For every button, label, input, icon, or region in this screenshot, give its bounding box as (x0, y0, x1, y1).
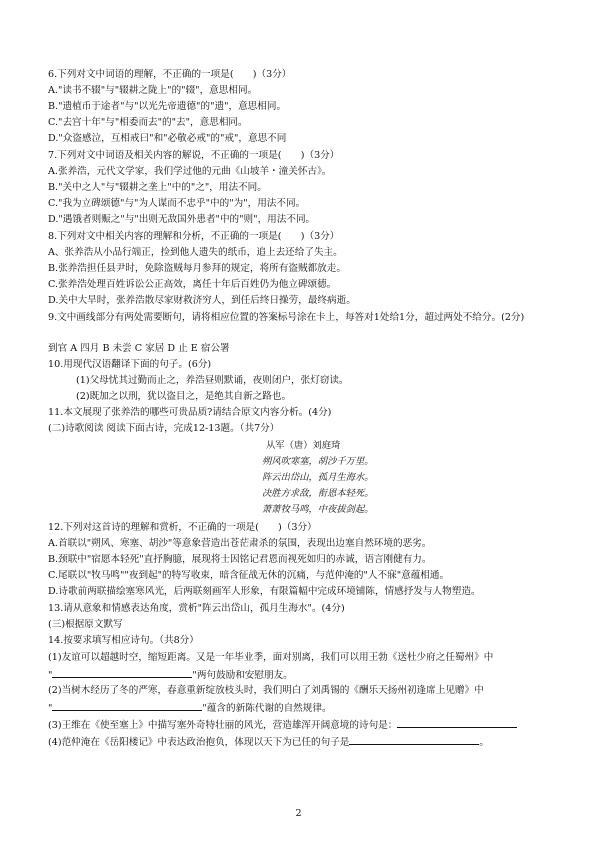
q14-1-prompt: (1)友谊可以超越时空，缩短距离。又是一年毕业季，面对别离，我们可以用王勃《送杜少府之任蜀州》中 (48, 652, 494, 663)
section-poetry-heading: (二)诗歌阅读 阅读下面古诗，完成12-13题。（共7分） (48, 423, 280, 434)
q10-sentence-2: (2)既加之以刑，犹以盗目之，是绝其自新之路也。 (76, 391, 292, 402)
poem-line-2: 阵云出岱山，孤月生海水。 (262, 472, 374, 483)
q14-3-prompt: (3)王维在《使至塞上》中描写塞外奇特壮丽的风光，营造雄浑开阔意境的诗句是： (48, 718, 517, 732)
q12-option-d: D.诗歌前两联描绘塞寒风光，后两联刻画军人形象，有限篇幅中完成环境铺陈，情感抒发与人物塑造。 (48, 586, 481, 597)
q9-stem: 9.文中画线部分有两处需要断句，请将相应位置的答案标号涂在卡上，每答对1处给1分，超过两处不给分。(2分) (48, 312, 525, 323)
q14-2-prompt: (2)当树木经历了冬的严寒，春意重新绽放枝头时，我们明白了刘禹锡的《酬乐天扬州初逢席上见赠》中 (48, 685, 484, 696)
poem-line-3: 决胜方求敌，衔恩本轻死。 (262, 488, 374, 499)
q10-sentence-1: (1)父母忧其过勤而止之，养浩昼则默诵，夜则闭户，张灯窃读。 (76, 375, 349, 386)
answer-blank[interactable] (52, 668, 192, 678)
q6-option-c: C."去宫十年"与"相委而去"的"去"，意思相同。 (48, 117, 248, 128)
q11-stem: 11.本文展现了张养浩的哪些可贵品质?请结合原文内容分析。(4分) (48, 407, 332, 418)
q7-option-a: A.张养浩，元代文学家，我们学过他的元曲《山坡羊・潼关怀古》。 (48, 166, 332, 177)
q7-option-d: D."遇饿者则赈之"与"出则无敌国外患者"中的"则"，用法不同。 (48, 214, 316, 225)
answer-blank[interactable] (52, 701, 202, 711)
poem-title: 从军（唐）刘庭琦 (266, 440, 341, 451)
poem-line-4: 萧萧牧马鸣，中夜拔剑起。 (262, 504, 374, 515)
q7-stem: 7.下列对文中词语及相关内容的解说，不正确的一项是( )（3分） (48, 150, 340, 161)
q6-option-b: B."遗植币于途者"与"以光先帝遗德"的"遗"，意思相同。 (48, 101, 287, 112)
q8-option-d: D.关中大旱时，张养浩散尽家财救济穷人，到任后终日操劳，最终病逝。 (48, 295, 356, 306)
q6-option-d: D."众盗感泣，互相戒曰"和"必敬必戒"的"戒"，意思不同 (48, 133, 287, 144)
q12-option-c: C.尾联以"牧马鸣""夜到起"的特写收束，暗含征战无休的沉痛，与范仲淹的"人不寐"意蕴相通。 (48, 570, 450, 581)
q12-option-a: A.首联以"朔风、寒塞、胡沙"等意象营造出苍茫肃杀的氛围，表现出边塞自然环境的恶劣。 (48, 538, 432, 549)
q7-option-b: B."关中之人"与"辍耕之垄上"中的"之"，用法不同。 (48, 182, 267, 193)
q7-option-c: C."我为立碑颂德"与"为人谋而不忠乎"中的"为"，用法不同。 (48, 198, 306, 209)
q12-stem: 12.下列对这首诗的理解和赏析，不正确的一项是( )（3分） (48, 522, 317, 533)
q10-stem: 10.用现代汉语翻译下面的句子。(6分) (48, 359, 212, 370)
q13-stem: 13.请从意象和情感表达角度，赏析"阵云出岱山，孤月生海水"。(4分) (48, 603, 345, 614)
q8-option-c: C.张养浩处理百姓诉讼公正高效，离任十年后百姓仍为他立碑颂德。 (48, 279, 337, 290)
q14-stem: 14.按要求填写相应诗句。（共8分） (48, 635, 199, 646)
answer-blank[interactable] (349, 735, 479, 745)
q8-stem: 8.下列对文中相关内容的理解和分析，不正确的一项是( )（3分） (48, 231, 340, 242)
q14-2-answer-line: " "蕴含的新陈代谢的自然规律。 (48, 703, 332, 714)
q8-option-a: A、张养浩从小品行端正，捡到他人遗失的纸币，追上去还给了失主。 (48, 247, 343, 258)
q14-1-answer-line: " "两句鼓励和安慰朋友。 (48, 670, 293, 681)
q8-option-b: B.张养浩担任县尹时，免除盗贼每月参拜的规定，将所有盗贼都放走。 (48, 263, 346, 274)
q6-option-a: A."读书不辍"与"辍耕之陇上"的"辍"，意思相同。 (48, 85, 258, 96)
page-number: 2 (295, 808, 302, 819)
poem-line-1: 朔风吹寒塞，胡沙千万里。 (262, 456, 374, 467)
q12-option-b: B.颈联中"宿愿本轻死"直抒胸臆，展现将士因铭记君恩而视死如归的赤诚，语言刚健有力。 (48, 554, 432, 565)
section-dictation-heading: (三)根据原文默写 (48, 619, 123, 630)
q14-4-prompt: (4)范仲淹在《岳阳楼记》中表达政治抱负，体现以天下为已任的句子是 。 (48, 737, 489, 748)
q9-sentence: 到官 A 四月 B 未尝 C 家居 D 止 E 宿公署 (48, 343, 230, 354)
q6-stem: 6.下列对文中词语的理解，不正确的一项是( )（3分） (48, 69, 292, 80)
answer-blank[interactable] (397, 718, 517, 728)
